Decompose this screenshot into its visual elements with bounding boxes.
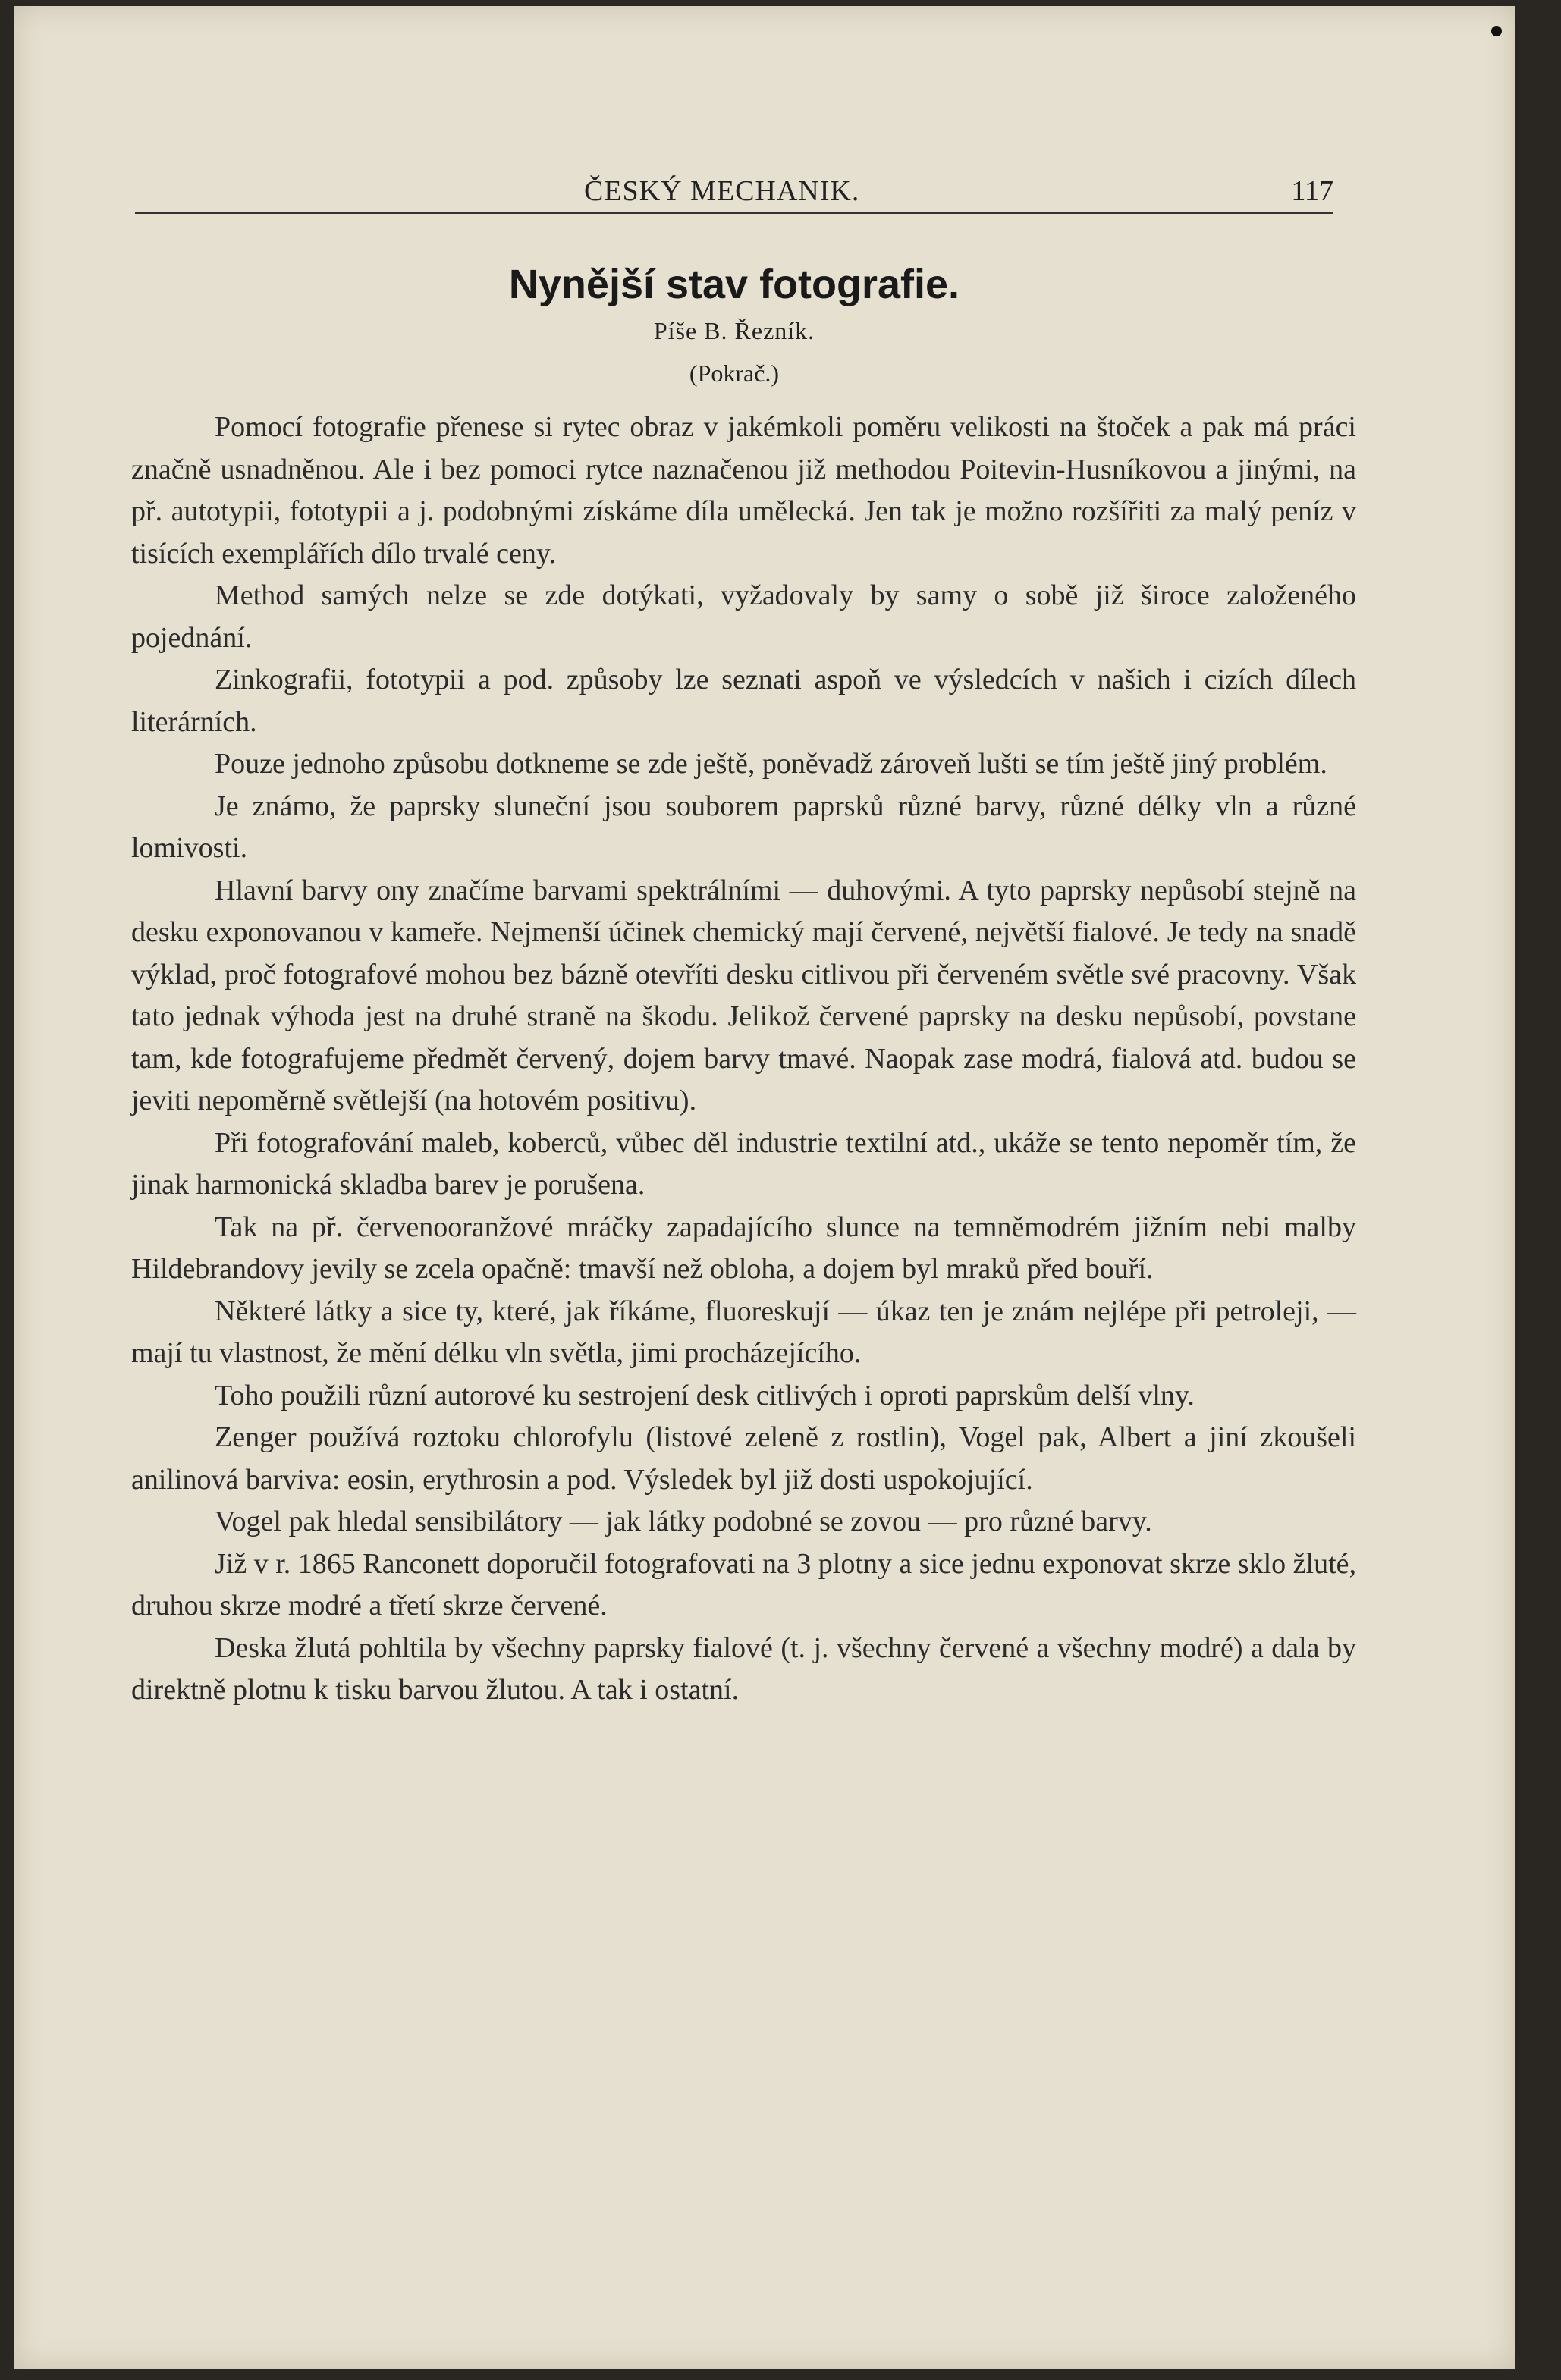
continuation-note: (Pokrač.) <box>689 360 780 387</box>
paragraph: Při fotografování maleb, koberců, vůbec děl industrie textilní atd., ukáže se tento nepoměr tím, že jinak harmonická skladba barev je porušena. <box>131 1126 1356 1201</box>
article-title: Nynější stav fotografie. <box>508 262 960 307</box>
paragraph: Vogel pak hledal sensibilátory — jak látky podobné se zovou — pro různé barvy. <box>215 1506 1152 1537</box>
header-rule <box>135 212 1333 214</box>
paragraph: Některé látky a sice ty, které, jak říkáme, fluoreskují — úkaz ten je znám nejlépe při petroleji, — mají tu vlastnost, že mění délku vln světla, jimi procházejícího. <box>131 1295 1356 1369</box>
running-title: ČESKÝ MECHANIK. <box>584 175 860 207</box>
paragraph: Zinkografii, fototypii a pod. způsoby lze seznati aspoň ve výsledcích v našich i cizích dílech literárních. <box>131 664 1356 738</box>
paragraph: Je známo, že paprsky sluneční jsou souborem paprsků různé barvy, různé délky vln a různé lomivosti. <box>131 790 1356 864</box>
paragraph: Již v r. 1865 Ranconett doporučil fotografovati na 3 plotny a sice jednu exponovat skrze sklo žluté, druhou skrze modré a třetí skrze červené. <box>131 1547 1356 1622</box>
paragraph: Pomocí fotografie přenese si rytec obraz v jakémkoli poměru velikosti na štoček a pak má práci značně usnadněnou. Ale i bez pomoci rytce naznačenou již methodou Poitevin-Husníkovou a jinými, na př. autotypii, fototypii a j. podobnými získáme díla umělecká. Jen tak je možno rozšířiti za malý peníz v tisících exemplářích dílo trvalé ceny. <box>131 411 1356 570</box>
paragraph: Toho použili různí autorové ku sestrojení desk citlivých i oproti paprskům delší vlny. <box>215 1379 1195 1411</box>
paragraph: Deska žlutá pohltila by všechny paprsky fialové (t. j. všechny červené a všechny modré) a dala by direktně plotnu k tisku barvou žlutou. A tak i ostatní. <box>131 1631 1356 1706</box>
paragraph: Hlavní barvy ony značíme barvami spektrálními — duhovými. A tyto paprsky nepůsobí stejně na desku exponovanou v kameře. Nejmenší účinek chemický mají červené, největší fialové. Je tedy na snadě výklad, proč fotografové mohou bez bázně otevříti desku citlivou při červeném světle své pracovny. Však tato jednak výhoda jest na druhé straně na škodu. Jelikož červené paprsky na desku nepůsobí, povstane tam, kde fotografujeme předmět červený, dojem barvy tmavé. Naopak zase modrá, fialová atd. budou se jeviti nepoměrně světlejší (na hotovém positivu). <box>131 874 1356 1116</box>
page-header <box>135 174 1333 212</box>
page <box>14 6 1515 2369</box>
article-body <box>131 407 1356 1712</box>
paragraph: Zenger používá roztoku chlorofylu (listové zeleně z rostlin), Vogel pak, Albert a jiní zkoušeli anilinová barviva: eosin, erythrosin a pod. Výsledek byl již dosti uspokojující. <box>131 1421 1356 1496</box>
page-number: 117 <box>1291 175 1333 207</box>
paragraph: Method samých nelze se zde dotýkati, vyžadovaly by samy o sobě již široce založeného pojednání. <box>131 579 1356 654</box>
ink-spot <box>1491 26 1502 36</box>
paragraph: Tak na př. červenooranžové mráčky zapadajícího slunce na temněmodrém jižním nebi malby Hildebrandovy jevily se zcela opačně: tmavší než obloha, a dojem byl mraků před bouří. <box>131 1210 1356 1285</box>
paragraph: Pouze jednoho způsobu dotkneme se zde ještě, poněvadž zároveň lušti se tím ještě jiný problém. <box>215 748 1327 780</box>
article-byline: Píše B. Řezník. <box>653 317 815 344</box>
